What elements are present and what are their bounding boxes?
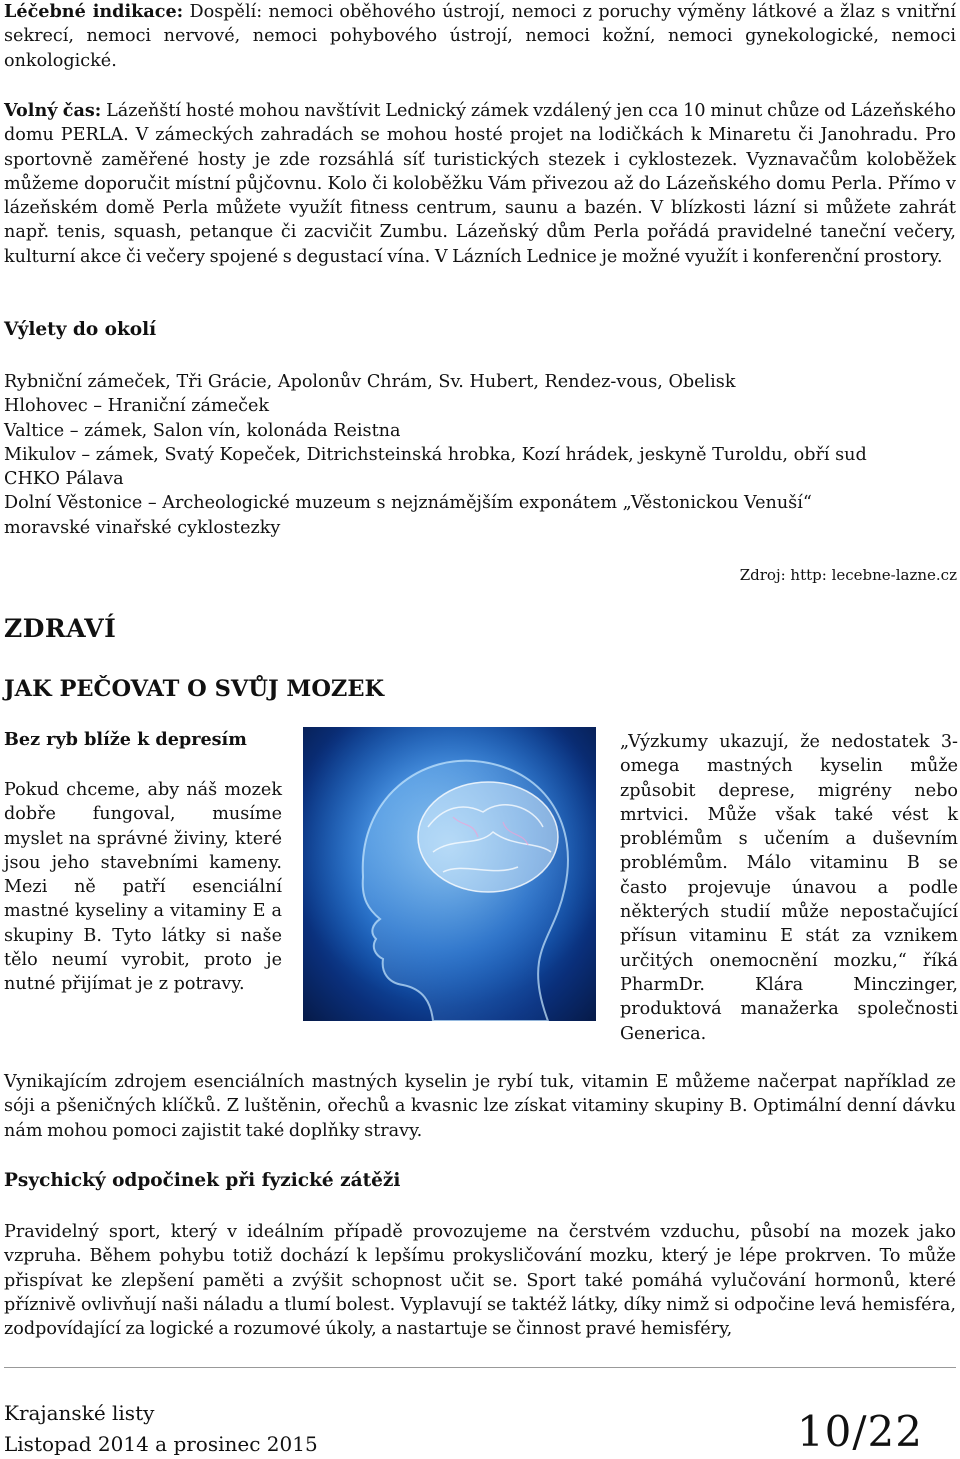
sport-paragraph: Pravidelný sport, který v ideálním případě provozujeme na čerstvém vzduchu, působí na mozek jako vzpruha. Během pohybu totiž dochází k lepšímu prokysličování mozku, který je lépe prokrven. To může přispívat ke zlepšení paměti a zvýšit schopnost učit se. Sport také pomáhá vylučování hormonů, které příznivě ovlivňují naši náladu a tlumí bolest. Vyplavují se taktéž látky, díky nimž si odpočine levá hemisféra, zodpovídající za logické a rozumové úkoly, a nastartuje se činnost pravé hemisféry, (4, 1222, 956, 1340)
trip-line: Rybniční zámeček, Tři Grácie, Apolonův Chrám, Sv. Hubert, Rendez-vous, Obelisk (4, 372, 736, 392)
page-number: 10/22 (796, 1407, 923, 1456)
footer-publication: Krajanské listy (4, 1401, 155, 1425)
leisure-paragraph (4, 99, 956, 269)
nutrition-paragraph: Vynikajícím zdrojem esenciálních mastných kyselin je rybí tuk, vitamin E můžeme načerpat například ze sóji a pšeničných klíčků. Z luštěnin, ořechů a kvasnic lze získat vitaminy skupiny B. Optimální denní dávku nám mohou pomoci zajistit také doplňky stravy. (4, 1072, 956, 1141)
footer-divider (4, 1367, 956, 1368)
trip-line: Mikulov – zámek, Svatý Kopeček, Ditrichsteinská hrobka, Kozí hrádek, jeskyně Turoldu, obří sud (4, 444, 867, 465)
trip-line: moravské vinařské cyklostezky (4, 517, 281, 538)
trip-line: Valtice – zámek, Salon vín, kolonáda Reistna (4, 420, 401, 441)
subheading-sport: Psychický odpočinek při fyzické zátěži (4, 1170, 401, 1191)
indications-text: Dospělí: nemoci oběhového ústrojí, nemoci z poruchy výměny látkové a žlaz s vnitřní sekrecí, nemoci nervové, nemoci pohybového ústrojí, nemoci kožní, nemoci gynekologické, nemoci onkologické. (4, 2, 956, 71)
leisure-label: Volný čas: (4, 100, 102, 121)
brain-illustration (303, 727, 596, 1021)
leisure-text: Lázeňští hosté mohou navštívit Lednický zámek vzdálený jen cca 10 minut chůze od Lázeňského domu PERLA. V zámeckých zahradách se mohou hosté projet na lodičkách k Minaretu či Janohradu. Pro sportovně zaměřené hosty je zde rozsáhlá síť turistických stezek i cyklostezek. Vyznavačům koloběžek můžeme doporučit místní půjčovnu. Kolo či koloběžku Vám přivezou až do Lázeňského domu Perla. Přímo v lázeňském domě Perla můžete využít fitness centrum, saunu a bazén. V blízkosti lázní si můžete zahrát např. tenis, squash, petanque či zacvičit Zumbu. Lázeňský dům Perla pořádá pravidelné taneční večery, kulturní akce či večery spojené s degustací vína. V Lázních Lednice je možné využít i konferenční prostory. (4, 101, 957, 267)
subheading-fish: Bez ryb blíže k depresím (4, 729, 247, 750)
section-heading: ZDRAVÍ (4, 614, 117, 643)
indications-paragraph (4, 0, 956, 73)
trip-line: CHKO Pálava (4, 469, 124, 490)
trip-line: Dolní Věstonice – Archeologické muzeum s nejznámějším exponátem „Věstonickou Venuší“ (4, 493, 812, 514)
source-credit: Zdroj: http: lecebne-lazne.cz (739, 566, 957, 584)
right-column-quote: „Výzkumy ukazují, že nedostatek 3-omega mastných kyselin může způsobit deprese, migrény nebo mrtvici. Může však také vést k problémům s učením a duševním problémům. Málo vitaminu B se často projevuje únavou a podle některých studií může nepostačující přísun vitaminu E stát za vznikem určitých onemocnění mozku,“ říká PharmDr. Klára Minczinger, produktová manažerka společnosti Generica. (620, 732, 958, 1044)
left-column-text: Pokud chceme, aby náš mozek dobře fungoval, musíme myslet na správné živiny, které jsou jeho stavebními kameny. Mezi ně patří esenciální mastné kyseliny a vitaminy E a skupiny B. Tyto látky si naše tělo neumí vyrobit, proto je nutné přijímat je z potravy. (4, 780, 282, 995)
indications-label: Léčebné indikace: (4, 1, 184, 22)
trips-heading: Výlety do okolí (4, 319, 157, 340)
trips-list (4, 370, 867, 540)
brain-head-silhouette (303, 727, 596, 1021)
footer-date: Listopad 2014 a prosinec 2015 (4, 1432, 318, 1456)
trip-line: Hlohovec – Hraniční zámeček (4, 396, 270, 417)
article-title: JAK PEČOVAT O SVŮJ MOZEK (4, 676, 385, 702)
